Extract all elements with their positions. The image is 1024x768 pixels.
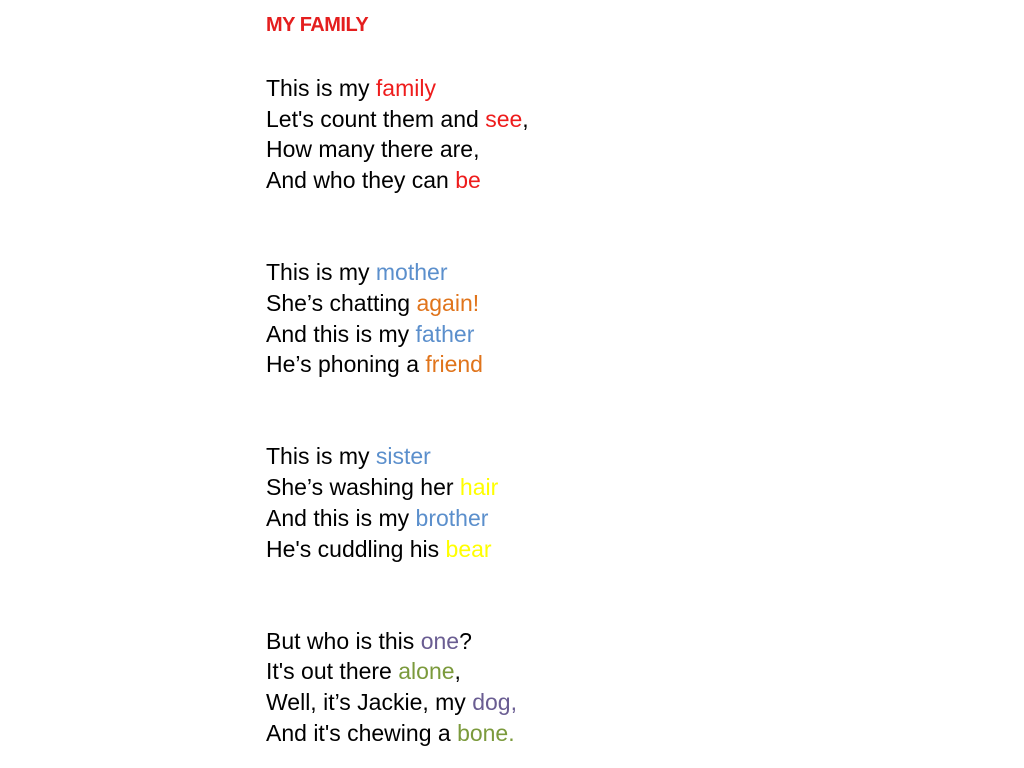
line-text: This is my [266,443,376,470]
line-text: This is my [266,259,376,286]
highlighted-word: sister [375,443,431,470]
highlighted-word: father [415,320,475,347]
line-text: He's cuddling his [266,535,446,562]
highlighted-word: see [485,105,523,132]
line-text: It's out there [266,658,399,685]
poem-line [266,165,529,196]
poem-line [266,104,529,135]
poem-line [266,534,529,565]
line-text: And who they can [266,167,456,194]
highlighted-word: mother [375,259,448,286]
page-title: MY FAMILY [266,14,369,36]
poem-line [266,441,529,472]
poem-line [266,319,529,350]
line-text: , [454,658,461,685]
poem-line [266,687,529,718]
highlighted-word: alone [398,658,455,685]
poem [266,73,529,748]
poem-line [266,718,529,749]
highlighted-word: brother [415,504,489,531]
highlighted-word: be [455,167,481,194]
poem-line [266,472,529,503]
highlighted-word: bear [445,535,492,562]
highlighted-word: one [420,627,460,654]
line-text: And this is my [266,504,416,531]
poem-stanza [266,441,529,564]
highlighted-word: hair [459,474,499,501]
line-text: And this is my [266,320,416,347]
poem-line [266,626,529,657]
line-text: How many there are, [266,136,480,163]
line-text: Well, it’s Jackie, my [266,689,473,716]
poem-stanza [266,626,529,749]
line-text: She’s washing her [266,474,460,501]
line-text: She’s chatting [266,289,417,316]
line-text: And it's chewing a [266,719,458,746]
poem-line [266,134,529,165]
line-text: Let's count them and [266,105,486,132]
line-text: But who is this [266,627,421,654]
poem-line [266,349,529,380]
highlighted-word: dog, [472,689,517,716]
highlighted-word: family [375,75,436,101]
poem-line [266,73,529,104]
line-text: ? [459,627,472,654]
highlighted-word: friend [425,351,483,378]
poem-line [266,257,529,288]
poem-line [266,503,529,534]
poem-line [266,656,529,687]
poem-line [266,288,529,319]
poem-stanza [266,73,529,196]
poem-stanza [266,257,529,380]
highlighted-word: bone. [457,719,515,746]
line-text: He’s phoning a [266,351,426,378]
highlighted-word: again! [416,289,480,316]
line-text: , [522,105,529,132]
line-text: This is my [266,75,376,101]
